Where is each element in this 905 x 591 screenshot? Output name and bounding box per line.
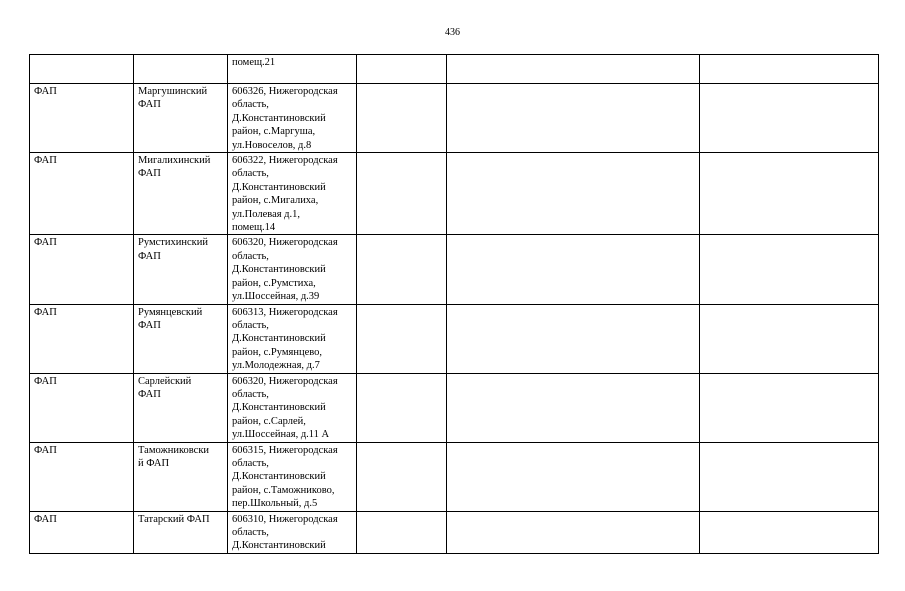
- empty-cell: [447, 55, 700, 84]
- empty-cell: [357, 304, 447, 373]
- table-row: [30, 84, 879, 153]
- empty-cell: [447, 373, 700, 442]
- facility-address-cell: помещ.21: [228, 55, 357, 84]
- facility-address-cell: 606315, Нижегородская область, Д.Константиновский район, с.Таможниково, пер.Школьный, д.5: [228, 442, 357, 511]
- empty-cell: [447, 84, 700, 153]
- table-row: [30, 153, 879, 235]
- empty-cell: [447, 304, 700, 373]
- facility-table: [29, 54, 879, 554]
- facility-type-cell: ФАП: [30, 153, 134, 235]
- facility-type-cell: ФАП: [30, 235, 134, 304]
- facility-address-cell: 606326, Нижегородская область, Д.Константиновский район, с.Маргуша, ул.Новоселов, д.8: [228, 84, 357, 153]
- facility-type-cell: ФАП: [30, 373, 134, 442]
- empty-cell: [447, 511, 700, 553]
- empty-cell: [357, 235, 447, 304]
- empty-cell: [700, 304, 879, 373]
- facility-name-cell: Румстихинский ФАП: [134, 235, 228, 304]
- empty-cell: [700, 55, 879, 84]
- table-row: [30, 442, 879, 511]
- empty-cell: [357, 153, 447, 235]
- facility-type-cell: ФАП: [30, 442, 134, 511]
- empty-cell: [700, 84, 879, 153]
- facility-name-cell: [134, 55, 228, 84]
- empty-cell: [700, 373, 879, 442]
- facility-type-cell: ФАП: [30, 511, 134, 553]
- empty-cell: [700, 235, 879, 304]
- empty-cell: [700, 511, 879, 553]
- empty-cell: [447, 153, 700, 235]
- empty-cell: [357, 511, 447, 553]
- empty-cell: [700, 153, 879, 235]
- table-row: [30, 235, 879, 304]
- empty-cell: [447, 442, 700, 511]
- facility-address-cell: 606322, Нижегородская область, Д.Константиновский район, с.Мигалиха, ул.Полевая д.1, помещ.14: [228, 153, 357, 235]
- empty-cell: [357, 55, 447, 84]
- facility-type-cell: [30, 55, 134, 84]
- empty-cell: [357, 373, 447, 442]
- facility-name-cell: Мигалихинский ФАП: [134, 153, 228, 235]
- empty-cell: [700, 442, 879, 511]
- facility-name-cell: Маргушинский ФАП: [134, 84, 228, 153]
- page-number: 436: [445, 27, 460, 38]
- facility-name-cell: Таможниковски й ФАП: [134, 442, 228, 511]
- facility-name-cell: Сарлейский ФАП: [134, 373, 228, 442]
- facility-type-cell: ФАП: [30, 84, 134, 153]
- table-row: [30, 373, 879, 442]
- facility-name-cell: Татарский ФАП: [134, 511, 228, 553]
- table-row: [30, 511, 879, 553]
- facility-type-cell: ФАП: [30, 304, 134, 373]
- table-row: [30, 55, 879, 84]
- facility-address-cell: 606313, Нижегородская область, Д.Константиновский район, с.Румянцево, ул.Молодежная, д.7: [228, 304, 357, 373]
- facility-address-cell: 606310, Нижегородская область, Д.Константиновский: [228, 511, 357, 553]
- facility-name-cell: Румянцевский ФАП: [134, 304, 228, 373]
- facility-address-cell: 606320, Нижегородская область, Д.Константиновский район, с.Сарлей, ул.Шоссейная, д.11 А: [228, 373, 357, 442]
- table-row: [30, 304, 879, 373]
- empty-cell: [357, 442, 447, 511]
- facility-address-cell: 606320, Нижегородская область, Д.Константиновский район, с.Румстиха, ул.Шоссейная, д.39: [228, 235, 357, 304]
- empty-cell: [357, 84, 447, 153]
- empty-cell: [447, 235, 700, 304]
